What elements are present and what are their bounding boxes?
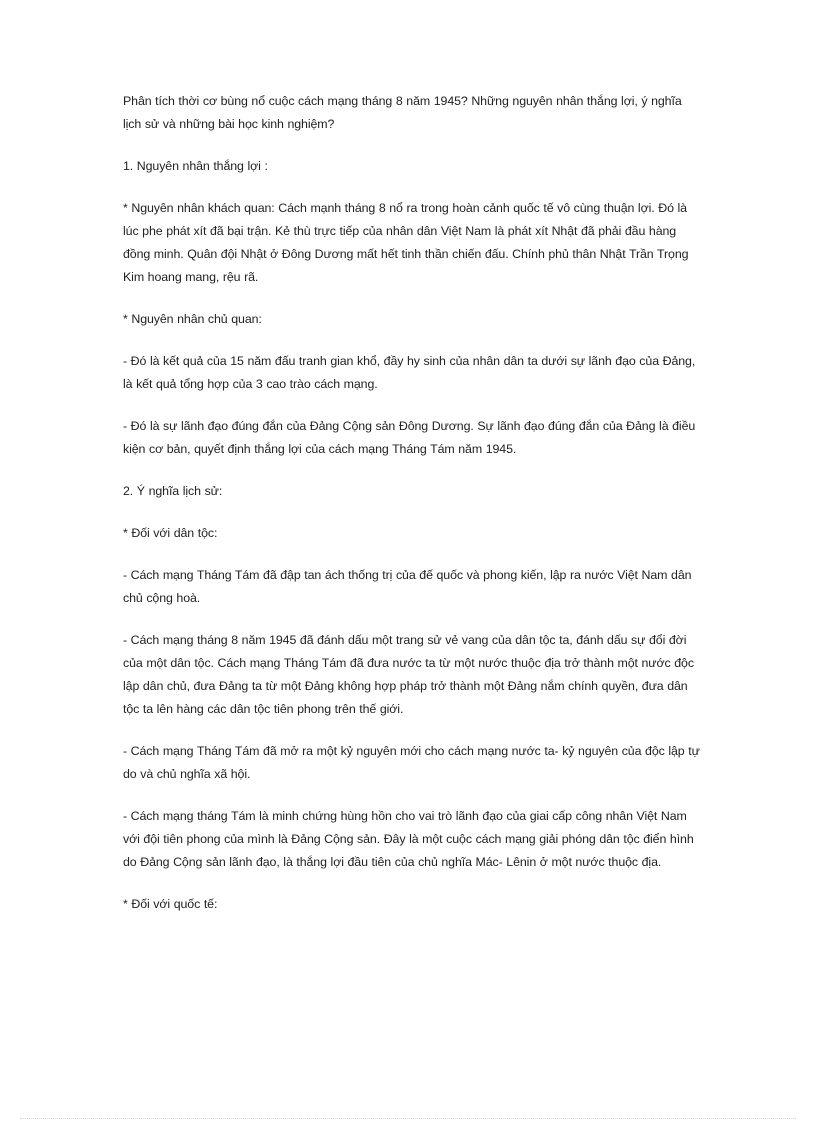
document-body bbox=[123, 90, 703, 935]
section-heading-causes: 1. Nguyên nhân thắng lợi : bbox=[123, 159, 268, 173]
paragraph-national-3: - Cách mạng Tháng Tám đã mở ra một kỷ nguyên mới cho cách mạng nước ta- kỷ nguyên của độc lập tự do và chủ nghĩa xã hội. bbox=[123, 744, 700, 781]
subheading-international: * Đối với quốc tế: bbox=[123, 897, 218, 911]
paragraph-national-2: - Cách mạng tháng 8 năm 1945 đã đánh dấu một trang sử vẻ vang của dân tộc ta, đánh dấu sự đổi đời của một dân tộc. Cách mạng Tháng Tám đã đưa nước ta từ một nước thuộc địa trở thành một nước độc lập dân chủ, đưa Đảng ta từ một Đảng không hợp pháp trở thành một Đảng nắm chính quyền, đưa dân tộc ta lên hàng các dân tộc tiên phong trên thế giới. bbox=[123, 633, 694, 716]
paragraph-subjective-cause-2: - Đó là sự lãnh đạo đúng đắn của Đảng Cộng sản Đông Dương. Sự lãnh đạo đúng đắn của Đảng là điều kiện cơ bản, quyết định thắng lợi của cách mạng Tháng Tám năm 1945. bbox=[123, 419, 696, 456]
paragraph-national-4: - Cách mạng tháng Tám là minh chứng hùng hồn cho vai trò lãnh đạo của giai cấp công nhân Việt Nam với đội tiên phong của mình là Đảng Cộng sản. Đây là một cuộc cách mạng giải phóng dân tộc điển hình do Đảng Cộng sản lãnh đạo, là thắng lợi đầu tiên của chủ nghĩa Mác- Lênin ở một nước thuộc địa. bbox=[123, 809, 694, 869]
section-heading-significance: 2. Ý nghĩa lịch sử: bbox=[123, 484, 223, 498]
paragraph-subjective-cause-1: - Đó là kết quả của 15 năm đấu tranh gian khổ, đầy hy sinh của nhân dân ta dưới sự lãnh đạo của Đảng, là kết quả tổng hợp của 3 cao trào cách mạng. bbox=[123, 354, 696, 391]
subheading-national: * Đối với dân tộc: bbox=[123, 526, 218, 540]
paragraph-objective-causes: * Nguyên nhân khách quan: Cách mạnh tháng 8 nổ ra trong hoàn cảnh quốc tế vô cùng thuận lợi. Đó là lúc phe phát xít đã bại trận. Kẻ thù trực tiếp của nhân dân Việt Nam là phát xít Nhật đã phải đầu hàng đồng minh. Quân đội Nhật ở Đông Dương mất hết tinh thần chiến đấu. Chính phủ thân Nhật Trần Trọng Kim hoang mang, rệu rã. bbox=[123, 201, 689, 284]
page-bottom-divider bbox=[20, 1118, 796, 1119]
subheading-subjective-causes: * Nguyên nhân chủ quan: bbox=[123, 312, 262, 326]
question-heading: Phân tích thời cơ bùng nổ cuộc cách mạng tháng 8 năm 1945? Những nguyên nhân thắng lợi, ý nghĩa lịch sử và những bài học kinh nghiệm? bbox=[123, 94, 682, 131]
paragraph-national-1: - Cách mạng Tháng Tám đã đập tan ách thống trị của đế quốc và phong kiến, lập ra nước Việt Nam dân chủ cộng hoà. bbox=[123, 568, 692, 605]
